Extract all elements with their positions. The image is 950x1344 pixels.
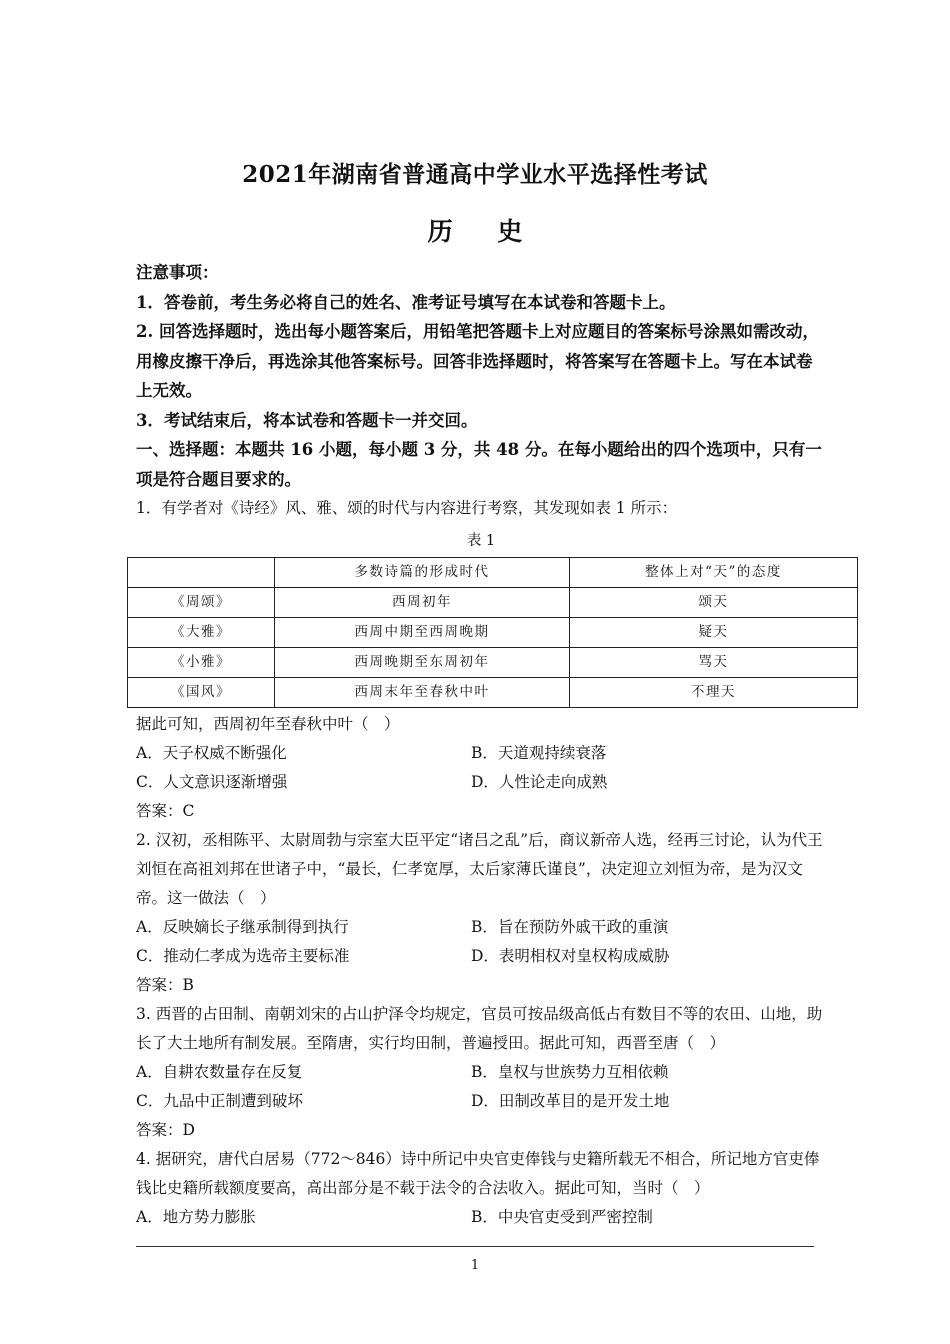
answer: 答案：C (136, 802, 195, 820)
table-cell: 颂天 (570, 588, 858, 618)
table-row (128, 648, 858, 678)
option-d: D．田制改革目的是开发土地 (471, 1092, 670, 1110)
table-cell: 《大雅》 (128, 618, 275, 648)
section-heading: 一、选择题：本题共 16 小题，每小题 3 分，共 48 分。在每小题给出的四个选项中，只有一项是符合题目要求的。 (136, 440, 822, 489)
notice-item: 1．答卷前，考生务必将自己的姓名、准考证号填写在本试卷和答题卡上。 (136, 292, 676, 312)
notice-section (136, 258, 826, 494)
question-2 (136, 826, 826, 1000)
table-row (128, 678, 858, 708)
options (136, 913, 826, 971)
answer: 答案：D (136, 1121, 195, 1139)
options (136, 739, 826, 797)
table-cell: 《小雅》 (128, 648, 275, 678)
options (136, 1203, 826, 1232)
table-cell: 西周初年 (275, 588, 570, 618)
option-a: A．地方势力膨胀 (136, 1208, 256, 1226)
page-number: 1 (470, 1258, 480, 1273)
exam-content (136, 258, 826, 1232)
table-header-cell: 整体上对“天”的态度 (570, 558, 858, 588)
question-stem: 3. 西晋的占田制、南朝刘宋的占山护泽令均规定，官员可按品级高低占有数目不等的农田、山地，助长了大土地所有制发展。至隋唐，实行均田制，普遍授田。据此可知，西晋至唐（ ） (136, 1005, 823, 1052)
table-cell: 不理天 (570, 678, 858, 708)
question-4 (136, 1145, 826, 1232)
table-header-row (128, 558, 858, 588)
table-cell: 《周颂》 (128, 588, 275, 618)
table-caption: 表 1 (466, 533, 496, 549)
table-row (128, 618, 858, 648)
options (136, 1058, 826, 1116)
option-c: C．推动仁孝成为选帝主要标准 (136, 947, 350, 965)
exam-title: 2021年湖南省普通高中学业水平选择性考试 (242, 161, 708, 188)
notice-item: 3．考试结束后，将本试卷和答题卡一并交回。 (136, 410, 478, 430)
option-b: B．皇权与世族势力互相依赖 (471, 1063, 669, 1081)
notice-heading: 注意事项： (136, 263, 219, 282)
option-a: A．天子权威不断强化 (136, 744, 287, 762)
question-stem-continued: 据此可知，西周初年至春秋中叶（ ） (136, 715, 400, 733)
question-1 (136, 494, 826, 826)
question-stem: 1．有学者对《诗经》风、雅、颂的时代与内容进行考察，其发现如表 1 所示： (136, 499, 678, 517)
option-a: A．自耕农数量存在反复 (136, 1063, 303, 1081)
option-b: B．旨在预防外戚干政的重演 (471, 918, 669, 936)
option-a: A．反映嫡长子继承制得到执行 (136, 918, 349, 936)
notice-item: 2. 回答选择题时，选出每小题答案后，用铅笔把答题卡上对应题目的答案标号涂黑如需改动，用橡皮擦干净后，再选涂其他答案标号。回答非选择题时，将答案写在答题卡上。写在本试卷上无效。 (136, 322, 819, 400)
question-3 (136, 1000, 826, 1145)
question-stem: 2. 汉初，丞相陈平、太尉周勃与宗室大臣平定“诸吕之乱”后，商议新帝人选，经再三讨论，认为代王刘恒在高祖刘邦在世诸子中，“最长，仁孝宽厚，太后家薄氏谨良”，决定迎立刘恒为帝，是为汉文帝。这一做法（ ） (136, 831, 823, 907)
poetry-table (127, 557, 858, 708)
option-c: C．九品中正制遭到破坏 (136, 1092, 303, 1110)
table-cell: 骂天 (570, 648, 858, 678)
answer: 答案：B (136, 976, 194, 994)
option-d: D．表明相权对皇权构成威胁 (471, 947, 670, 965)
table-cell: 西周末年至春秋中叶 (275, 678, 570, 708)
table-cell: 西周晚期至东周初年 (275, 648, 570, 678)
option-b: B．天道观持续衰落 (471, 744, 607, 762)
table-cell: 西周中期至西周晚期 (275, 618, 570, 648)
table-row (128, 588, 858, 618)
option-b: B．中央官吏受到严密控制 (471, 1208, 653, 1226)
table-cell: 《国风》 (128, 678, 275, 708)
subject-title: 历 史 (427, 217, 541, 246)
footer-divider (136, 1246, 814, 1247)
table-header-cell: 多数诗篇的形成时代 (275, 558, 570, 588)
table-cell: 疑天 (570, 618, 858, 648)
option-c: C．人文意识逐渐增强 (136, 773, 288, 791)
question-stem: 4. 据研究，唐代白居易（772～846）诗中所记中央官吏俸钱与史籍所载无不相合，所记地方官吏俸钱比史籍所载额度要高，高出部分是不载于法令的合法收入。据此可知，当时（ ） (136, 1150, 820, 1197)
option-d: D．人性论走向成熟 (471, 773, 608, 791)
table-header-cell (128, 558, 275, 588)
